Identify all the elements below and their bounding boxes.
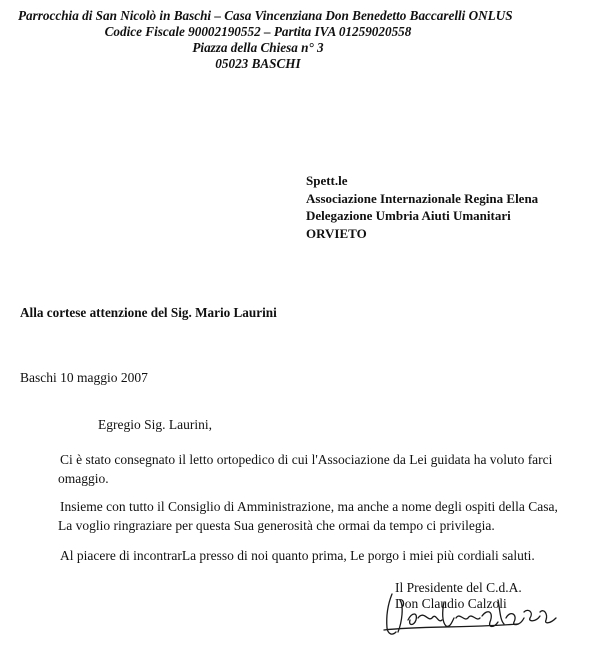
- recipient-organization: Associazione Internazionale Regina Elena: [306, 190, 539, 206]
- signatory-title: Il Presidente del C.d.A.: [395, 580, 522, 595]
- recipient-delegation: Delegazione Umbria Aiuti Umanitari: [306, 208, 511, 223]
- signatory-name: Don Claudio Calzoli: [395, 596, 507, 611]
- paragraph-line: Ci è stato consegnato il letto ortopedico di cui l'Associazione da Lei guidata ha voluto farci: [60, 452, 553, 467]
- attention-line: Alla cortese attenzione del Sig. Mario Laurini: [20, 305, 277, 320]
- recipient-salutation-line: Spett.le: [306, 173, 348, 188]
- salutation: Egregio Sig. Laurini,: [98, 417, 212, 432]
- letter-date: Baschi 10 maggio 2007: [20, 370, 148, 385]
- letterhead-street: Piazza della Chiesa n° 3: [192, 40, 324, 55]
- body-paragraph-3: [60, 546, 535, 565]
- recipient-city: ORVIETO: [306, 225, 367, 241]
- handwritten-signature: [378, 582, 568, 642]
- body-paragraph-2: [60, 497, 558, 535]
- letterhead-tax-codes: Codice Fiscale 90002190552 – Partita IVA 01259020558: [104, 24, 412, 39]
- paragraph-line: omaggio.: [58, 471, 109, 486]
- paragraph-line: Insieme con tutto il Consiglio di Amministrazione, ma anche a nome degli ospiti della Casa,: [60, 499, 558, 514]
- body-paragraph-1: [60, 450, 552, 488]
- paragraph-line: Al piacere di incontrarLa presso di noi quanto prima, Le porgo i miei più cordiali saluti.: [60, 548, 535, 563]
- letterhead-organization: Parrocchia di San Nicolò in Baschi – Casa Vincenziana Don Benedetto Baccarelli ONLUS: [18, 8, 513, 23]
- paragraph-line: La voglio ringraziare per questa Sua generosità che ormai da tempo ci privilegia.: [58, 518, 495, 533]
- recipient-address: [306, 172, 538, 242]
- letterhead: [18, 8, 513, 72]
- letterhead-city: 05023 BASCHI: [215, 56, 301, 71]
